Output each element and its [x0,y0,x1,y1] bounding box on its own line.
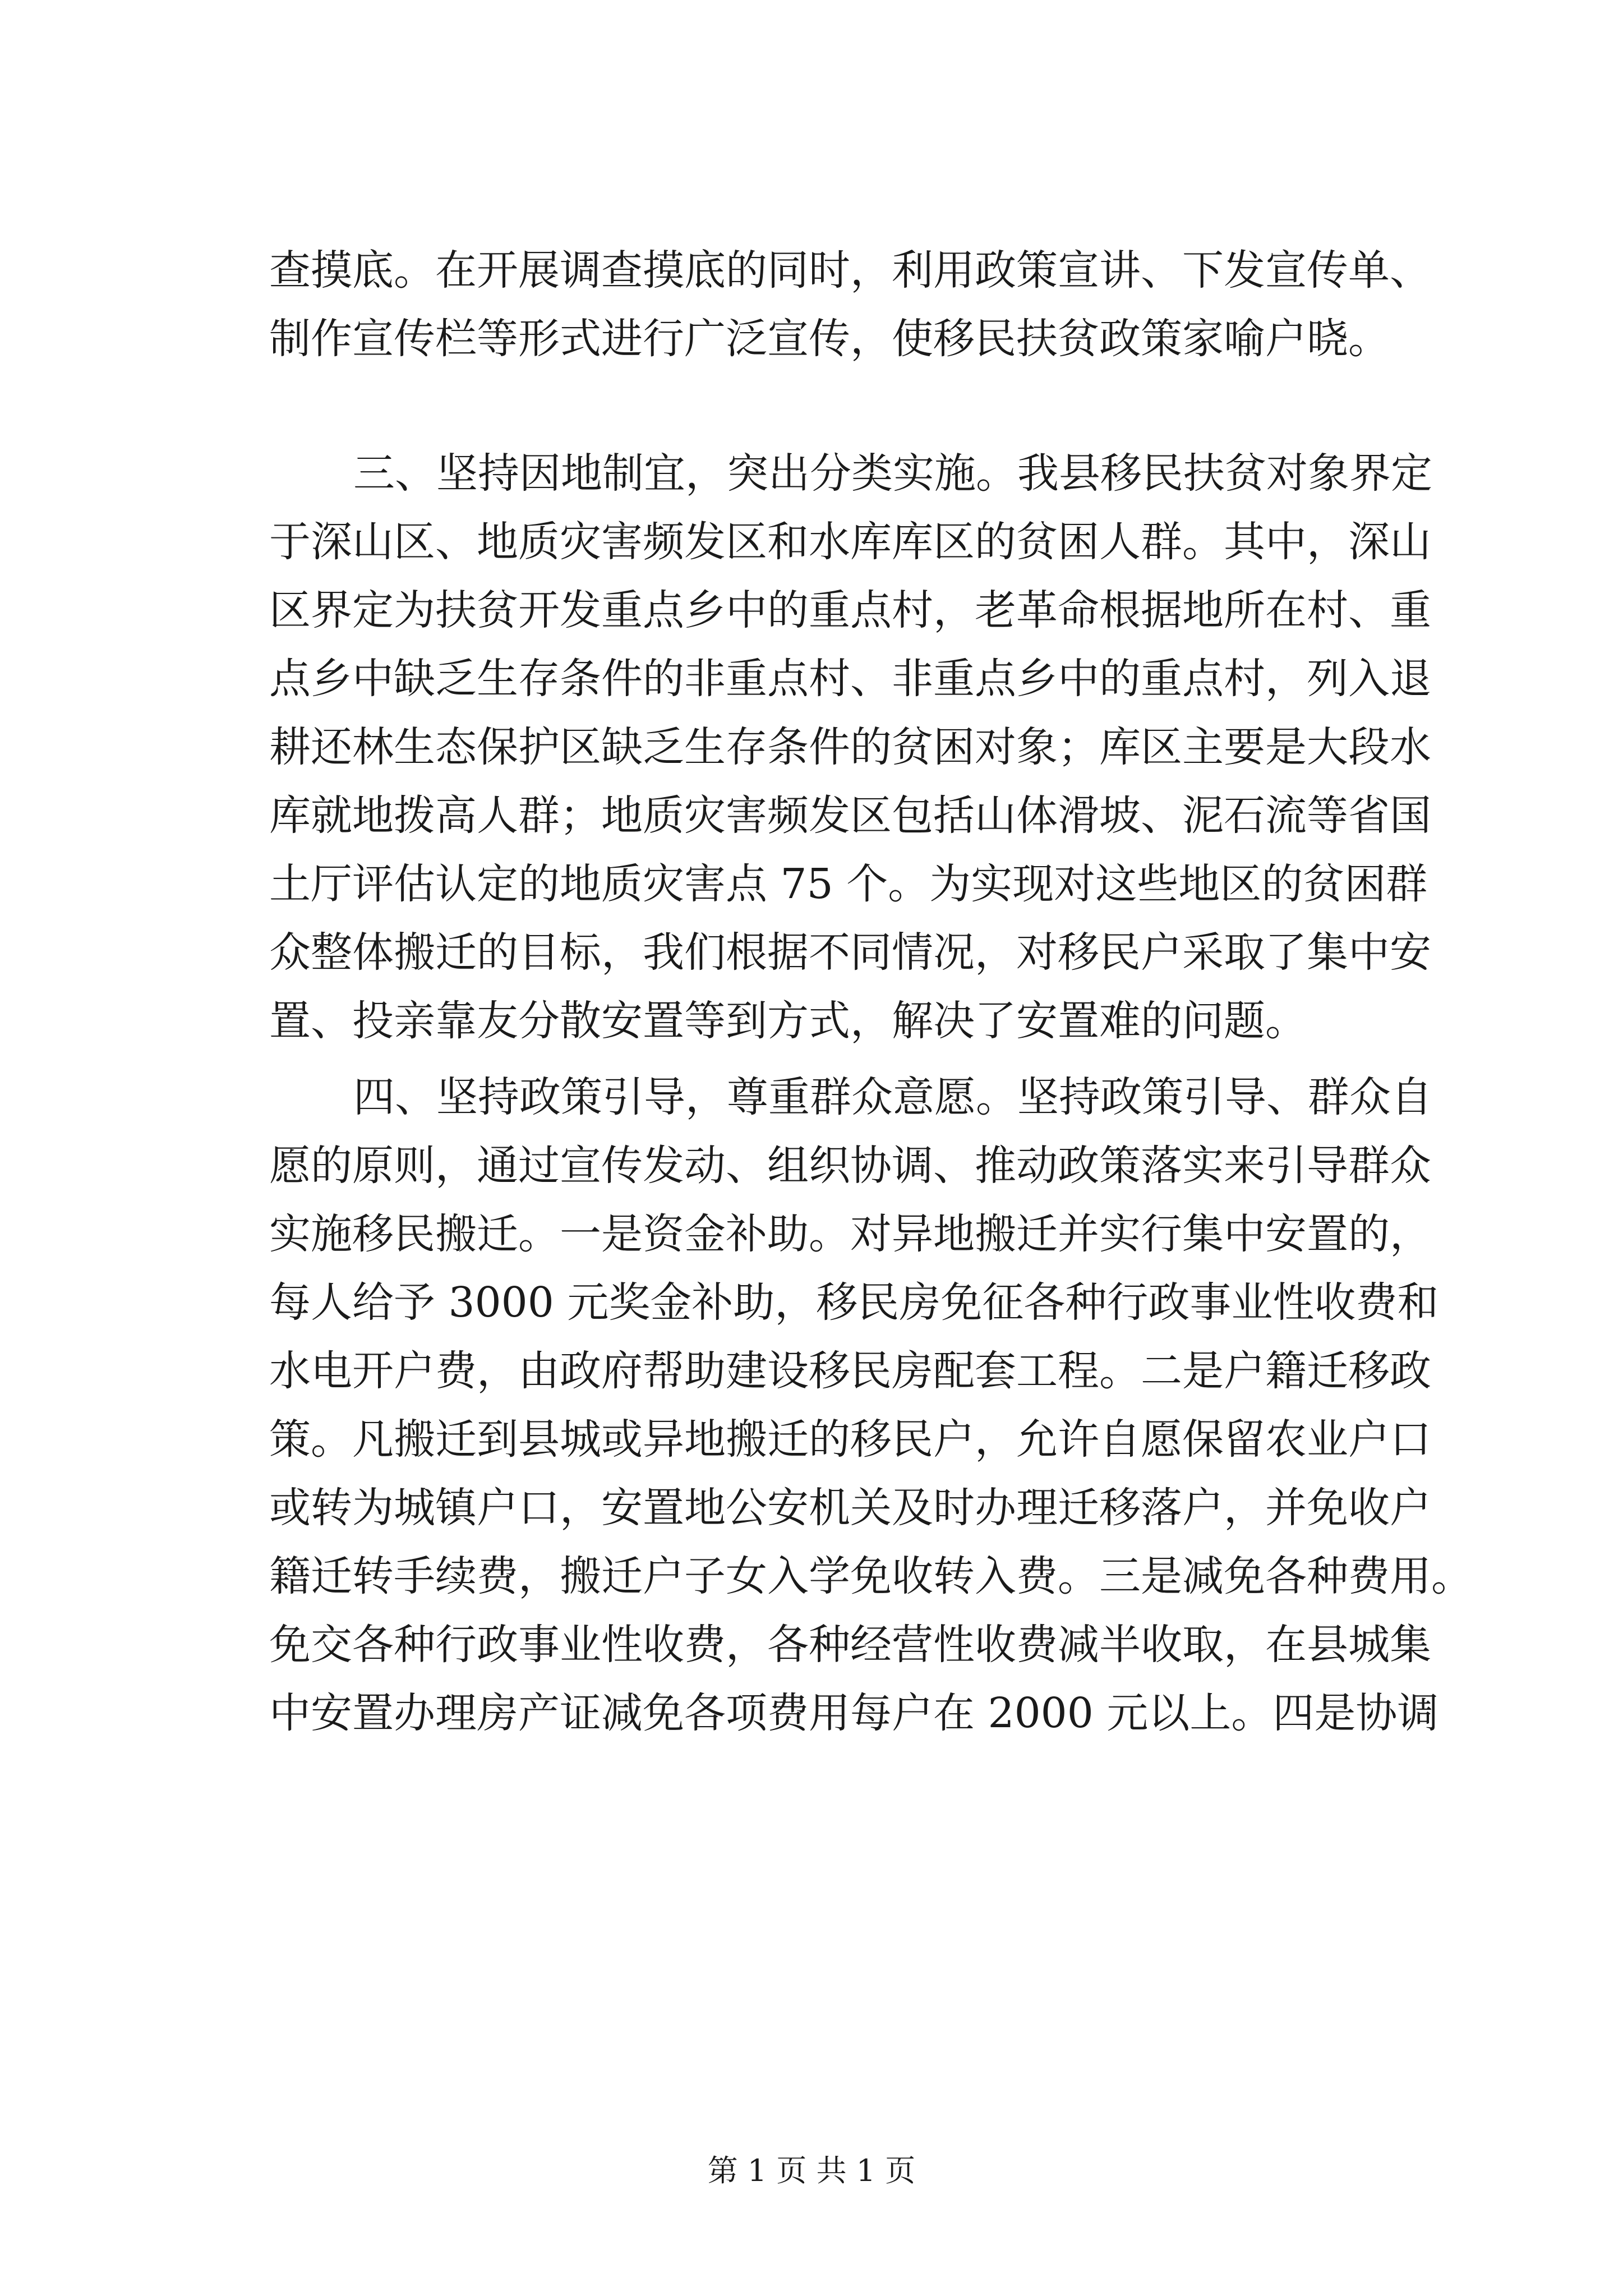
paragraph-first-line: 四、坚持政策引导，尊重群众意愿。坚持政策引导、群众自 [353,1073,1432,1121]
text-line: 水电开户费，由政府帮助建设移民房配套工程。二是户籍迁移政 [269,1347,1431,1395]
text-line: 实施移民搬迁。一是资金补助。对异地搬迁并实行集中安置的， [269,1210,1431,1258]
text-line: 点乡中缺乏生存条件的非重点村、非重点乡中的重点村，列入退 [269,655,1431,703]
text-line: 中安置办理房产证减免各项费用每户在 2000 元以上。四是协调 [269,1689,1439,1737]
text-line: 库就地拨高人群；地质灾害频发区包括山体滑坡、泥石流等省国 [269,792,1431,840]
text-line: 籍迁转手续费，搬迁户子女入学免收转入费。三是减免各种费用。 [269,1552,1473,1600]
text-line: 或转为城镇户口，安置地公安机关及时办理迁移落户，并免收户 [269,1484,1431,1532]
text-line: 耕还林生态保护区缺乏生存条件的贫困对象；库区主要是大段水 [269,723,1431,771]
text-line: 免交各种行政事业性收费，各种经营性收费减半收取，在县城集 [269,1621,1431,1669]
text-line: 置、投亲靠友分散安置等到方式，解决了安置难的问题。 [269,997,1307,1045]
text-line: 区界定为扶贫开发重点乡中的重点村，老革命根据地所在村、重 [269,586,1431,634]
page-footer: 第 1 页 共 1 页 [707,2153,916,2188]
text-line: 策。凡搬迁到县城或异地搬迁的移民户，允许自愿保留农业户口 [269,1415,1431,1464]
paragraph-first-line: 三、坚持因地制宜，突出分类实施。我县移民扶贫对象界定 [353,449,1432,498]
text-line: 查摸底。在开展调查摸底的同时，利用政策宣讲、下发宣传单、 [269,246,1431,295]
text-line: 愿的原则，通过宣传发动、组织协调、推动政策落实来引导群众 [269,1142,1431,1190]
text-line: 土厅评估认定的地质灾害点 75 个。为实现对这些地区的贫困群 [269,860,1428,908]
text-line: 制作宣传栏等形式进行广泛宣传，使移民扶贫政策家喻户晓。 [269,315,1390,363]
text-line: 众整体搬迁的目标，我们根据不同情况，对移民户采取了集中安 [269,928,1431,977]
text-line: 每人给予 3000 元奖金补助，移民房免征各种行政事业性收费和 [269,1278,1439,1327]
text-line: 于深山区、地质灾害频发区和水库库区的贫困人群。其中，深山 [269,518,1431,566]
